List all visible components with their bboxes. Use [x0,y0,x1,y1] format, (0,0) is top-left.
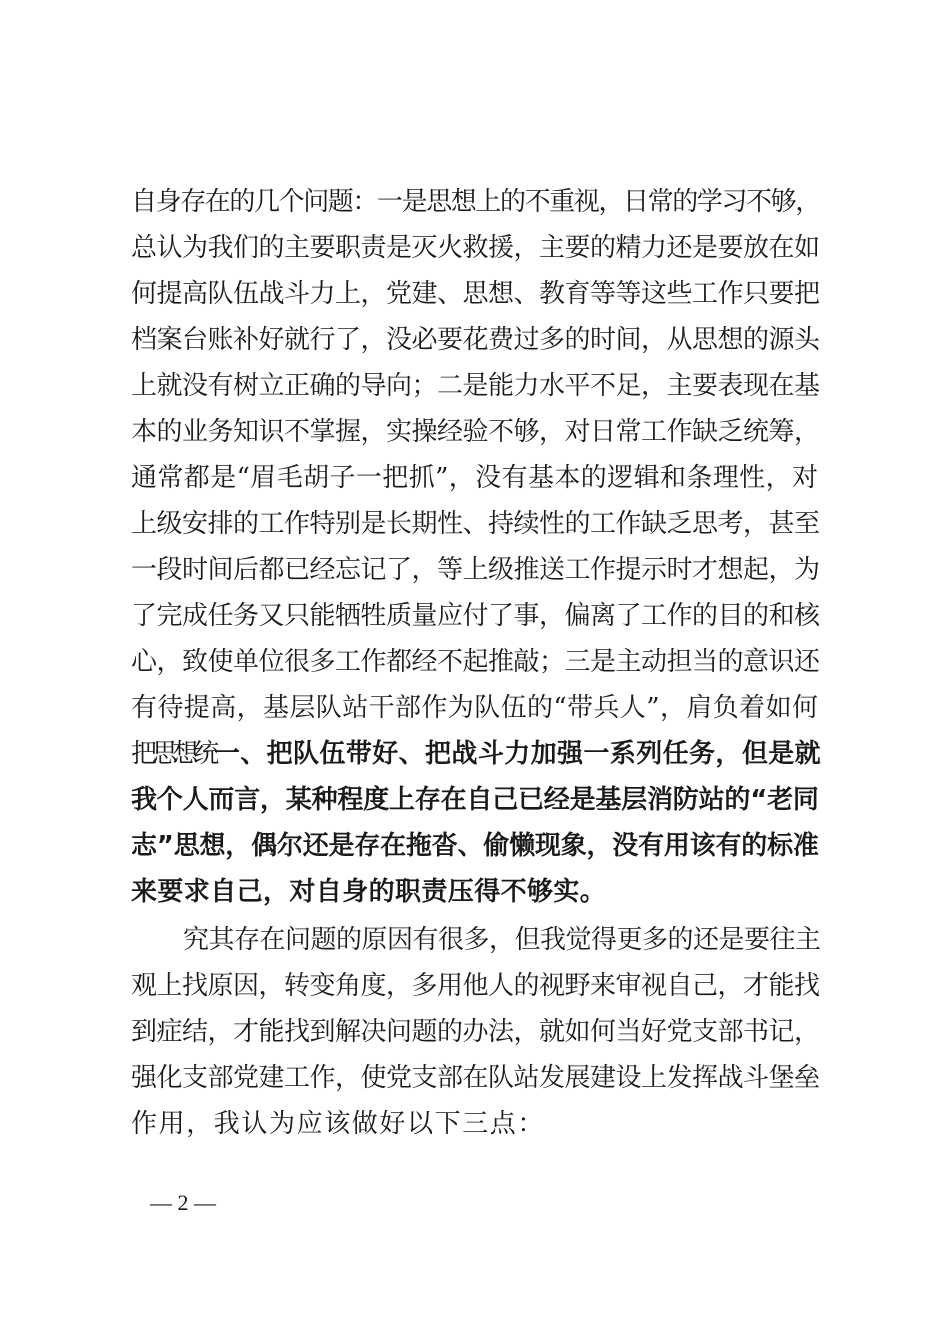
paragraph-line: 总认为我们的主要职责是灭火救援，主要的精力还是要放在如 [131,233,820,263]
bold-text: 一、把队伍带好、把战斗力加强一系列任务，但是就 [213,739,822,769]
paragraph-line: 观上找原因，转变角度，多用他人的视野来审视自己，才能找 [131,971,820,1001]
paragraph-line: 强化支部党建工作，使党支部在队站发展建设上发挥战斗堡垒 [131,1063,820,1093]
paragraph-line: 通常都是“眉毛胡子一把抓”，没有基本的逻辑和条理性，对 [131,463,819,493]
paragraph-line: 档案台账补好就行了，没必要花费过多的时间，从思想的源头 [131,325,820,355]
paragraph-line-bold: 来要求自己，对自身的职责压得不够实。 [131,877,607,907]
paragraph-line: 到症结，才能找到解决问题的办法，就如何当好党支部书记， [131,1017,820,1047]
page-number: — 2 — [150,1190,216,1215]
paragraph-line: 心，致使单位很多工作都经不起推敲；三是主动担当的意识还 [131,647,820,677]
paragraph-line: 作用，我认为应该做好以下三点： [131,1109,546,1139]
paragraph-line: 了完成任务又只能牺牲质量应付了事，偏离了工作的目的和核 [131,601,820,631]
paragraph-line: 何提高队伍战斗力上，党建、思想、教育等等这些工作只要把 [131,279,820,309]
paragraph-line-bold: 志”思想，偶尔还是存在拖沓、偷懒现象，没有用该有的标准 [131,831,819,861]
paragraph-line: 上就没有树立正确的导向；二是能力水平不足，主要表现在基 [131,371,820,401]
paragraph-line: 一段时间后都已经忘记了，等上级推送工作提示时才想起，为 [131,555,820,585]
paragraph-line: 有待提高，基层队站干部作为队伍的“带兵人”，肩负着如何 [131,693,819,723]
paragraph-line: 究其存在问题的原因有很多，但我觉得更多的还是要往主 [183,925,821,955]
paragraph-line-mixed [131,731,821,777]
regular-text: 把思想统 [131,739,214,769]
paragraph-line-bold: 我个人而言，某种程度上存在自己已经是基层消防站的“老同 [131,785,819,815]
paragraph-line: 自身存在的几个问题：一是思想上的不重视，日常的学习不够， [131,187,820,217]
paragraph-line: 上级安排的工作特别是长期性、持续性的工作缺乏思考，甚至 [131,509,820,539]
paragraph-line: 本的业务知识不掌握，实操经验不够，对日常工作缺乏统筹， [131,417,820,447]
